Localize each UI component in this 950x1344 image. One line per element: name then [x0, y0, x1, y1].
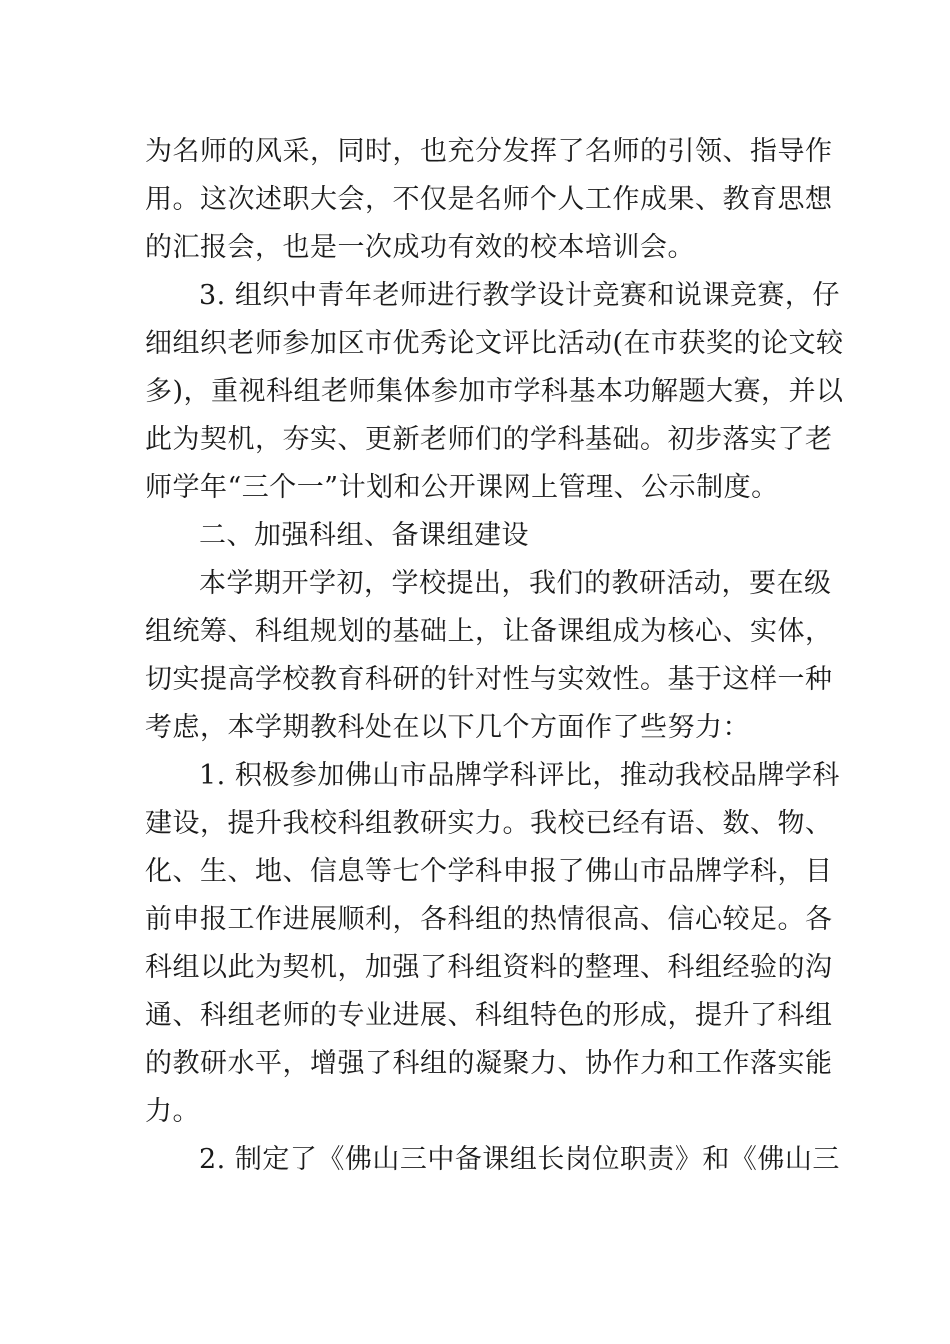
text-line: 此为契机，夯实、更新老师们的学科基础。初步落实了老 — [145, 424, 833, 455]
text-line: 通、科组老师的专业进展、科组特色的形成，提升了科组 — [145, 1000, 833, 1031]
text-line: 的汇报会，也是一次成功有效的校本培训会。 — [145, 232, 695, 263]
text-line: 前申报工作进展顺利，各科组的热情很高、信心较足。各 — [145, 904, 833, 935]
text-line: 3. 组织中青年老师进行教学设计竞赛和说课竞赛，仔 — [199, 280, 840, 311]
document-body — [145, 128, 844, 1184]
text-line: 本学期开学初，学校提出，我们的教研活动，要在级 — [199, 568, 832, 599]
text-line: 细组织老师参加区市优秀论文评比活动(在市获奖的论文较 — [145, 328, 844, 359]
text-line: 用。这次述职大会，不仅是名师个人工作成果、教育思想 — [145, 184, 833, 215]
text-line: 的教研水平，增强了科组的凝聚力、协作力和工作落实能 — [145, 1048, 833, 1079]
text-line: 化、生、地、信息等七个学科申报了佛山市品牌学科，目 — [145, 856, 833, 887]
text-line: 考虑，本学期教科处在以下几个方面作了些努力： — [145, 712, 750, 743]
text-line: 切实提高学校教育科研的针对性与实效性。基于这样一种 — [145, 664, 833, 695]
text-line: 力。 — [145, 1096, 200, 1127]
text-line: 2. 制定了《佛山三中备课组长岗位职责》和《佛山三 — [199, 1144, 840, 1175]
text-line: 二、加强科组、备课组建设 — [199, 520, 529, 551]
text-line: 为名师的风采，同时，也充分发挥了名师的引领、指导作 — [145, 136, 833, 167]
text-line: 组统筹、科组规划的基础上，让备课组成为核心、实体， — [145, 616, 833, 647]
text-line: 科组以此为契机，加强了科组资料的整理、科组经验的沟 — [145, 952, 833, 983]
text-line: 师学年“三个一”计划和公开课网上管理、公示制度。 — [145, 472, 779, 503]
text-line: 1. 积极参加佛山市品牌学科评比，推动我校品牌学科 — [199, 760, 840, 791]
text-line: 建设，提升我校科组教研实力。我校已经有语、数、物、 — [145, 808, 833, 839]
text-line: 多)，重视科组老师集体参加市学科基本功解题大赛，并以 — [145, 376, 844, 407]
